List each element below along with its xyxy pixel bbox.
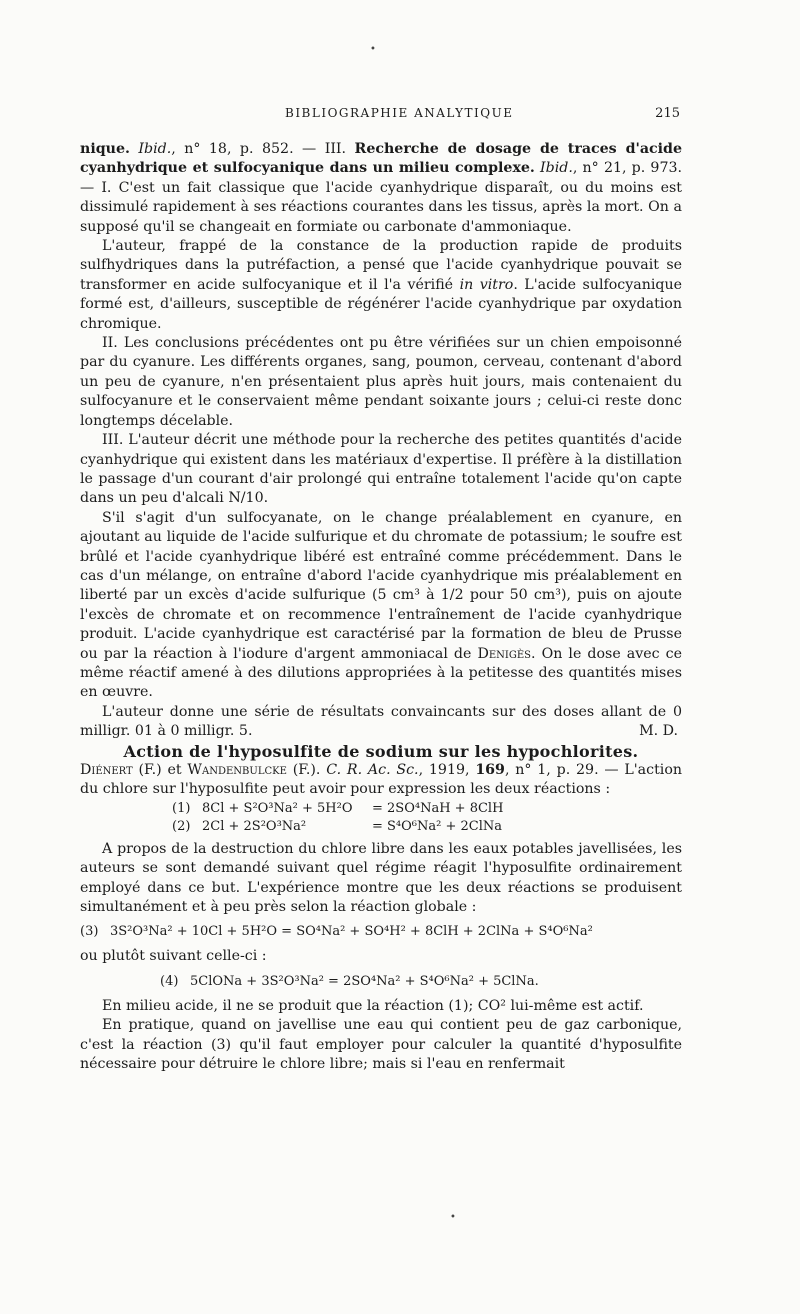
text-run: (F.). xyxy=(286,762,321,778)
paragraph: ou plutôt suivant celle-ci : xyxy=(80,948,267,965)
equation-number: (2) xyxy=(172,818,191,834)
equation-lhs: 8Cl + S²O³Na² + 5H²O xyxy=(202,800,353,816)
paragraph: En milieu acide, il ne se produit que la réaction (1); CO² lui-même est actif. xyxy=(102,997,644,1014)
text-run: S'il s'agit d'un sulfocyanate, on le change préalablement en cyanure, en ajoutant au liquide de l'acide sulfurique et du chromate de potassium; le soufre est brûlé et l'acide cyanhydrique libéré est entraîné comme précédemment. Dans le cas d'un mélange, on entraîne d'abord l'acide cyanhydrique mis préalablement en liberté par un excès d'acide sulfurique (5 cm³ à 1/2 pour 50 cm³), puis on ajoute l'excès de chromate et on recommence l'entraînement de l'acide cyanhydrique produit. L'acide cyanhydrique est caractérisé par la formation de bleu de Prusse ou par la réaction à l'iodure d'argent ammoniacal de xyxy=(80,509,682,662)
equation-number: (1) xyxy=(172,800,191,816)
text-run: , n° 18, p. 852. — III. xyxy=(171,141,347,157)
text-run: . L'acide sulfocyanique formé est, d'ailleurs, susceptible de régénérer l'acide cyanhydrique par oxydation chromique. xyxy=(80,276,682,332)
author-name: Wandenbulcke xyxy=(187,762,287,778)
paragraph: A propos de la destruction du chlore libre dans les eaux potables javellisées, les auteurs se sont demandé suivant quel régime réagit l'hyposulfite ordinairement employé dans ce but. L'expérience montre que les deux réactions se produisent simultanément et à peu près selon la réaction globale : xyxy=(80,840,682,916)
text-run: Ibid. xyxy=(138,141,172,157)
equation-number: (4) xyxy=(160,973,179,989)
article-title-inline: Recherche de dosage de traces d'acide cyanhydrique et sulfocyanique dans un milieu complexe. xyxy=(80,141,682,177)
text-run: L'auteur, frappé de la constance de la production rapide de produits sulfhydriques dans la putréfaction, a pensé que l'acide cyanhydrique pouvait se transformer en acide sulfocyanique et il l'a vérifié xyxy=(80,238,682,293)
speck-mark: • xyxy=(450,1212,456,1223)
text-run: , n° 1, p. 29. — L'action du chlore sur l'hyposulfite peut avoir pour expression les deux réactions : xyxy=(80,762,683,798)
speck-mark: • xyxy=(370,44,376,55)
paragraph xyxy=(80,761,682,800)
paragraph xyxy=(80,703,682,742)
text-run: , n° 21, p. 973. — I. C'est un fait classique que l'acide cyanhydrique disparaît, ou du moins est dissimulé rapidement à ses réactions courantes dans les tissus, après la mort. On a supposé qu'il se changeait en formiate ou carbonate d'ammoniaque. xyxy=(80,160,683,235)
header-title: BIBLIOGRAPHIE ANALYTIQUE xyxy=(285,106,514,120)
text-run: (F.) et xyxy=(132,762,188,778)
paragraph xyxy=(80,237,682,334)
equation-body: 5ClONa + 3S²O³Na² = 2SO⁴Na² + S⁴O⁶Na² + 5ClNa. xyxy=(190,973,539,989)
equation-rhs: = 2SO⁴NaH + 8ClH xyxy=(372,800,504,816)
author-name: Denigès xyxy=(477,645,531,662)
paragraph: II. Les conclusions précédentes ont pu être vérifiées sur un chien empoisonné par du cyanure. Les différents organes, sang, poumon, cerveau, contenant d'abord un peu de cyanure, n'en présentaient plus après huit jours, mais contenaient du sulfocyanure et le conservaient même pendant soixante jours ; celui-ci reste donc longtemps décelable. xyxy=(80,335,682,429)
paragraph xyxy=(80,509,682,703)
page-number: 215 xyxy=(655,106,680,121)
text-run: , 1919, xyxy=(418,762,476,778)
text-run: nique. xyxy=(80,141,130,157)
text-run: L'auteur donne une série de résultats convaincants sur des doses allant de 0 milligr. 01 à 0 milligr. 5. xyxy=(80,703,682,740)
signature-initials: M. D. xyxy=(639,723,678,740)
author-name: Diénert xyxy=(80,762,133,778)
equation xyxy=(172,818,682,836)
equation xyxy=(160,973,682,991)
paragraph: III. L'auteur décrit une méthode pour la recherche des petites quantités d'acide cyanhydrique qui existent dans les matériaux d'expertise. Il préfère à la distillation le passage d'un courant d'air prolongé qui entraîne totalement l'acide qu'on capte dans un peu d'alcali N/10. xyxy=(80,432,682,507)
running-header xyxy=(80,106,680,126)
equation xyxy=(80,923,682,941)
page-body xyxy=(80,140,682,1074)
equation-number: (3) xyxy=(80,924,99,940)
paragraph xyxy=(80,140,682,237)
equation-body: 3S²O³Na² + 10Cl + 5H²O = SO⁴Na² + SO⁴H² + 8ClH + 2ClNa + S⁴O⁶Na² xyxy=(110,924,593,940)
text-run: . On le dose avec ce même réactif amené à des dilutions appropriées à la petitesse des quantités mises en œuvre. xyxy=(80,645,682,701)
equation xyxy=(172,800,682,818)
equation-lhs: 2Cl + 2S²O³Na² xyxy=(202,818,307,834)
paragraph: En pratique, quand on javellise une eau qui contient peu de gaz carbonique, c'est la réaction (3) qu'il faut employer pour calculer la quantité d'hyposulfite nécessaire pour détruire le chlore libre; mais si l'eau en renfermait xyxy=(80,1017,682,1073)
journal-name: C. R. Ac. Sc. xyxy=(326,762,419,778)
text-run: Ibid. xyxy=(540,160,573,177)
volume-number: 169 xyxy=(475,762,505,778)
equation-rhs: = S⁴O⁶Na² + 2ClNa xyxy=(372,818,503,834)
text-run: in vitro xyxy=(459,276,514,293)
article-title: Action de l'hyposulfite de sodium sur les hypochlorites. xyxy=(123,741,639,761)
